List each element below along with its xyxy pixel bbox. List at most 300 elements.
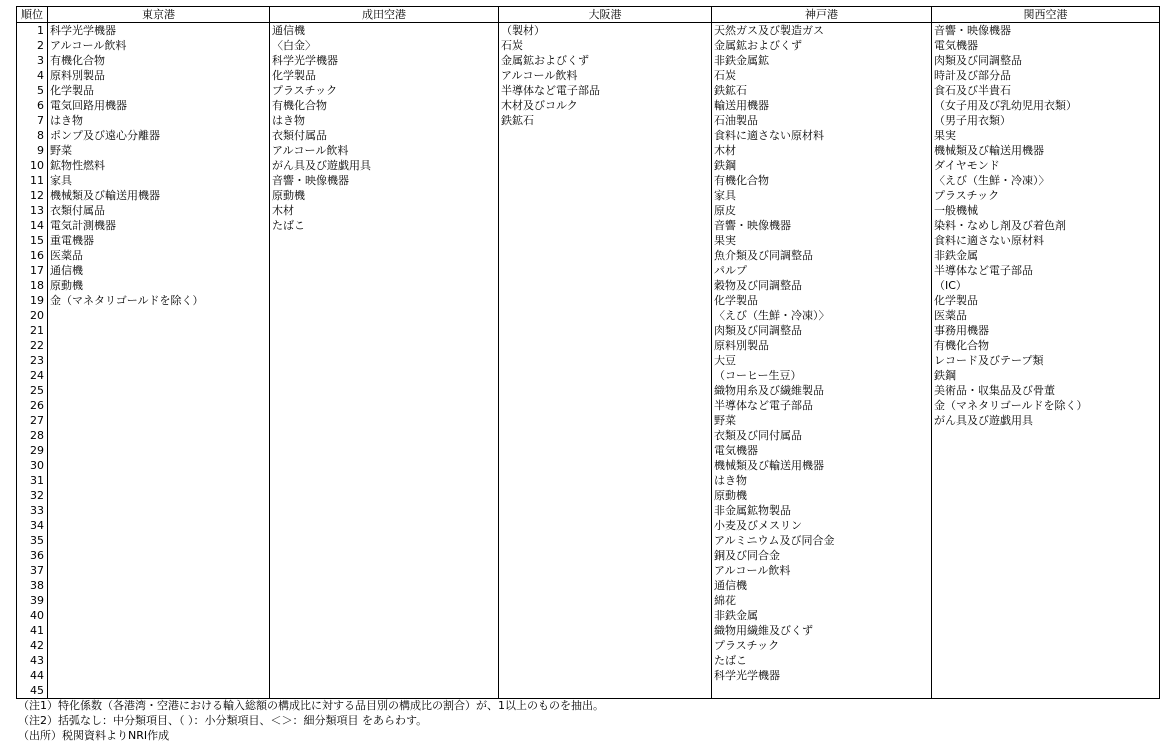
item-cell: 医薬品 xyxy=(48,248,270,263)
item-cell xyxy=(48,368,270,383)
rank-cell: 13 xyxy=(17,203,48,218)
item-cell xyxy=(499,143,712,158)
item-cell xyxy=(48,578,270,593)
table-row xyxy=(17,248,1160,263)
table-row xyxy=(17,308,1160,323)
item-cell xyxy=(499,233,712,248)
item-cell: 化学製品 xyxy=(270,68,499,83)
item-cell: （製材） xyxy=(499,23,712,39)
rank-cell: 34 xyxy=(17,518,48,533)
item-cell: 一般機械 xyxy=(932,203,1160,218)
item-cell xyxy=(499,563,712,578)
item-cell xyxy=(499,683,712,699)
item-cell xyxy=(932,533,1160,548)
item-cell xyxy=(499,593,712,608)
item-cell: 銅及び同合金 xyxy=(712,548,932,563)
item-cell: 綿花 xyxy=(712,593,932,608)
table-row xyxy=(17,398,1160,413)
rank-cell: 42 xyxy=(17,638,48,653)
item-cell: たばこ xyxy=(270,218,499,233)
item-cell xyxy=(499,503,712,518)
header-tokyo-port: 東京港 xyxy=(48,7,270,23)
item-cell xyxy=(499,128,712,143)
item-cell: プラスチック xyxy=(932,188,1160,203)
item-cell: 穀物及び同調整品 xyxy=(712,278,932,293)
table-row xyxy=(17,23,1160,39)
rank-cell: 3 xyxy=(17,53,48,68)
item-cell xyxy=(499,263,712,278)
header-kobe-port: 神戸港 xyxy=(712,7,932,23)
import-items-table xyxy=(16,6,1160,699)
item-cell: 鉄鋼 xyxy=(932,368,1160,383)
item-cell: 機械類及び輸送用機器 xyxy=(48,188,270,203)
item-cell xyxy=(270,233,499,248)
rank-cell: 4 xyxy=(17,68,48,83)
item-cell xyxy=(48,608,270,623)
rank-cell: 43 xyxy=(17,653,48,668)
item-cell xyxy=(270,563,499,578)
item-cell xyxy=(932,548,1160,563)
rank-cell: 32 xyxy=(17,488,48,503)
item-cell xyxy=(270,308,499,323)
rank-cell: 9 xyxy=(17,143,48,158)
header-rank: 順位 xyxy=(17,7,48,23)
item-cell: （女子用及び乳幼児用衣類） xyxy=(932,98,1160,113)
item-cell xyxy=(270,263,499,278)
item-cell: 〈えび（生鮮・冷凍）〉 xyxy=(712,308,932,323)
item-cell xyxy=(499,293,712,308)
rank-cell: 7 xyxy=(17,113,48,128)
rank-cell: 30 xyxy=(17,458,48,473)
item-cell xyxy=(499,488,712,503)
rank-cell: 31 xyxy=(17,473,48,488)
item-cell xyxy=(499,188,712,203)
item-cell: 化学製品 xyxy=(48,83,270,98)
item-cell: 織物用糸及び繊維製品 xyxy=(712,383,932,398)
item-cell: 鉄鉱石 xyxy=(499,113,712,128)
item-cell xyxy=(48,548,270,563)
item-cell xyxy=(270,608,499,623)
table-row xyxy=(17,653,1160,668)
table-row xyxy=(17,338,1160,353)
table-row xyxy=(17,488,1160,503)
table-row xyxy=(17,503,1160,518)
rank-cell: 21 xyxy=(17,323,48,338)
table-row xyxy=(17,638,1160,653)
rank-cell: 40 xyxy=(17,608,48,623)
table-row xyxy=(17,143,1160,158)
item-cell: 化学製品 xyxy=(932,293,1160,308)
item-cell xyxy=(48,308,270,323)
item-cell: 果実 xyxy=(712,233,932,248)
footnotes xyxy=(18,698,604,743)
rank-cell: 25 xyxy=(17,383,48,398)
table-row xyxy=(17,173,1160,188)
rank-cell: 27 xyxy=(17,413,48,428)
rank-cell: 2 xyxy=(17,38,48,53)
item-cell: 科学光学機器 xyxy=(712,668,932,683)
item-cell: プラスチック xyxy=(270,83,499,98)
table-row xyxy=(17,623,1160,638)
item-cell: 有機化合物 xyxy=(712,173,932,188)
item-cell xyxy=(48,353,270,368)
item-cell: 家具 xyxy=(712,188,932,203)
item-cell: 金属鉱およびくず xyxy=(712,38,932,53)
item-cell xyxy=(499,368,712,383)
rank-cell: 8 xyxy=(17,128,48,143)
item-cell: 音響・映像機器 xyxy=(712,218,932,233)
table-row xyxy=(17,203,1160,218)
item-cell: 科学光学機器 xyxy=(48,23,270,39)
item-cell xyxy=(499,383,712,398)
rank-cell: 39 xyxy=(17,593,48,608)
note-source: （出所）税関資料よりNRI作成 xyxy=(18,729,170,742)
header-kansai-airport: 関西空港 xyxy=(932,7,1160,23)
rank-cell: 20 xyxy=(17,308,48,323)
rank-cell: 11 xyxy=(17,173,48,188)
item-cell xyxy=(932,578,1160,593)
item-cell: 電気計測機器 xyxy=(48,218,270,233)
table-row xyxy=(17,128,1160,143)
item-cell: 織物用繊維及びくず xyxy=(712,623,932,638)
item-cell: たばこ xyxy=(712,653,932,668)
item-cell xyxy=(48,338,270,353)
item-cell: がん具及び遊戯用具 xyxy=(932,413,1160,428)
item-cell xyxy=(48,488,270,503)
item-cell: 食料に適さない原材料 xyxy=(712,128,932,143)
table-row xyxy=(17,263,1160,278)
rank-cell: 12 xyxy=(17,188,48,203)
item-cell: 衣類及び同付属品 xyxy=(712,428,932,443)
item-cell: 染料・なめし剤及び着色剤 xyxy=(932,218,1160,233)
rank-cell: 16 xyxy=(17,248,48,263)
item-cell xyxy=(48,653,270,668)
table-row xyxy=(17,188,1160,203)
table-row xyxy=(17,593,1160,608)
item-cell: 通信機 xyxy=(48,263,270,278)
item-cell: 肉類及び同調整品 xyxy=(932,53,1160,68)
item-cell: 事務用機器 xyxy=(932,323,1160,338)
item-cell xyxy=(499,413,712,428)
item-cell xyxy=(499,623,712,638)
item-cell xyxy=(932,593,1160,608)
item-cell xyxy=(932,653,1160,668)
table-row xyxy=(17,83,1160,98)
table-row xyxy=(17,293,1160,308)
item-cell xyxy=(499,443,712,458)
item-cell xyxy=(270,368,499,383)
table-row xyxy=(17,578,1160,593)
item-cell: 金属鉱およびくず xyxy=(499,53,712,68)
item-cell xyxy=(499,653,712,668)
table-row xyxy=(17,218,1160,233)
item-cell: 電気機器 xyxy=(932,38,1160,53)
item-cell xyxy=(270,398,499,413)
item-cell: 木材 xyxy=(270,203,499,218)
item-cell xyxy=(48,323,270,338)
rank-cell: 35 xyxy=(17,533,48,548)
item-cell xyxy=(932,638,1160,653)
table-row xyxy=(17,53,1160,68)
item-cell xyxy=(48,503,270,518)
item-cell xyxy=(48,428,270,443)
item-cell xyxy=(270,578,499,593)
rank-cell: 17 xyxy=(17,263,48,278)
rank-cell: 37 xyxy=(17,563,48,578)
table-row xyxy=(17,683,1160,699)
item-cell xyxy=(270,293,499,308)
item-cell xyxy=(270,653,499,668)
rank-cell: 10 xyxy=(17,158,48,173)
table-header-row xyxy=(17,7,1160,23)
item-cell xyxy=(932,503,1160,518)
item-cell xyxy=(270,638,499,653)
item-cell: 肉類及び同調整品 xyxy=(712,323,932,338)
table-row xyxy=(17,98,1160,113)
item-cell xyxy=(270,533,499,548)
item-cell: 原皮 xyxy=(712,203,932,218)
table-row xyxy=(17,38,1160,53)
item-cell: 大豆 xyxy=(712,353,932,368)
item-cell xyxy=(48,413,270,428)
rank-cell: 19 xyxy=(17,293,48,308)
table-row xyxy=(17,233,1160,248)
rank-cell: 6 xyxy=(17,98,48,113)
item-cell: 天然ガス及び製造ガス xyxy=(712,23,932,39)
item-cell: はき物 xyxy=(270,113,499,128)
item-cell xyxy=(499,668,712,683)
note-2: （注2）括弧なし：中分類項目、（ ）：小分類項目、＜＞：細分類項目 をあらわす。 xyxy=(18,714,428,727)
item-cell: 重電機器 xyxy=(48,233,270,248)
item-cell xyxy=(48,443,270,458)
item-cell: 非金属鉱物製品 xyxy=(712,503,932,518)
item-cell xyxy=(48,668,270,683)
item-cell: はき物 xyxy=(712,473,932,488)
item-cell xyxy=(48,563,270,578)
item-cell xyxy=(499,533,712,548)
item-cell: 石油製品 xyxy=(712,113,932,128)
item-cell xyxy=(270,323,499,338)
rank-cell: 36 xyxy=(17,548,48,563)
rank-cell: 14 xyxy=(17,218,48,233)
rank-cell: 45 xyxy=(17,683,48,699)
item-cell: 金（マネタリゴールドを除く） xyxy=(932,398,1160,413)
item-cell xyxy=(48,593,270,608)
item-cell: 金（マネタリゴールドを除く） xyxy=(48,293,270,308)
item-cell: 原動機 xyxy=(48,278,270,293)
table-row xyxy=(17,68,1160,83)
item-cell: 電気機器 xyxy=(712,443,932,458)
item-cell: ポンプ及び遠心分離器 xyxy=(48,128,270,143)
item-cell: 美術品・収集品及び骨董 xyxy=(932,383,1160,398)
item-cell: パルプ xyxy=(712,263,932,278)
item-cell xyxy=(48,398,270,413)
rank-cell: 1 xyxy=(17,23,48,39)
item-cell xyxy=(48,518,270,533)
item-cell: 野菜 xyxy=(712,413,932,428)
item-cell: 家具 xyxy=(48,173,270,188)
item-cell xyxy=(499,278,712,293)
item-cell: 非鉄金属 xyxy=(712,608,932,623)
item-cell xyxy=(932,683,1160,699)
header-narita-airport: 成田空港 xyxy=(270,7,499,23)
item-cell: 時計及び部分品 xyxy=(932,68,1160,83)
item-cell: 衣類付属品 xyxy=(270,128,499,143)
item-cell: （コーヒー生豆） xyxy=(712,368,932,383)
item-cell xyxy=(499,323,712,338)
item-cell: 化学製品 xyxy=(712,293,932,308)
item-cell xyxy=(270,248,499,263)
item-cell: レコード及びテープ類 xyxy=(932,353,1160,368)
item-cell xyxy=(499,173,712,188)
item-cell xyxy=(48,458,270,473)
item-cell xyxy=(270,623,499,638)
item-cell xyxy=(932,458,1160,473)
item-cell xyxy=(499,308,712,323)
item-cell: 魚介類及び同調整品 xyxy=(712,248,932,263)
item-cell: アルコール飲料 xyxy=(712,563,932,578)
item-cell: 原動機 xyxy=(712,488,932,503)
item-cell: 電気回路用機器 xyxy=(48,98,270,113)
item-cell xyxy=(48,683,270,699)
item-cell: 医薬品 xyxy=(932,308,1160,323)
rank-cell: 26 xyxy=(17,398,48,413)
item-cell xyxy=(499,158,712,173)
item-cell xyxy=(48,383,270,398)
item-cell: アルコール飲料 xyxy=(48,38,270,53)
item-cell: 〈白金〉 xyxy=(270,38,499,53)
rank-cell: 5 xyxy=(17,83,48,98)
table-row xyxy=(17,368,1160,383)
item-cell xyxy=(499,248,712,263)
table-row xyxy=(17,158,1160,173)
item-cell xyxy=(270,458,499,473)
table-row xyxy=(17,323,1160,338)
item-cell: 原料別製品 xyxy=(48,68,270,83)
item-cell xyxy=(499,548,712,563)
rank-cell: 29 xyxy=(17,443,48,458)
item-cell: 半導体など電子部品 xyxy=(712,398,932,413)
item-cell: 有機化合物 xyxy=(48,53,270,68)
rank-cell: 15 xyxy=(17,233,48,248)
item-cell: アルコール飲料 xyxy=(270,143,499,158)
item-cell xyxy=(270,353,499,368)
rank-cell: 44 xyxy=(17,668,48,683)
item-cell xyxy=(270,338,499,353)
item-cell xyxy=(499,518,712,533)
item-cell: 鉄鉱石 xyxy=(712,83,932,98)
item-cell xyxy=(270,593,499,608)
item-cell xyxy=(499,353,712,368)
table-row xyxy=(17,413,1160,428)
item-cell xyxy=(932,488,1160,503)
item-cell: がん具及び遊戯用具 xyxy=(270,158,499,173)
item-cell xyxy=(932,518,1160,533)
item-cell: 鉱物性燃料 xyxy=(48,158,270,173)
item-cell xyxy=(270,428,499,443)
item-cell xyxy=(499,473,712,488)
item-cell xyxy=(499,398,712,413)
item-cell xyxy=(270,668,499,683)
table-row xyxy=(17,353,1160,368)
item-cell: 機械類及び輸送用機器 xyxy=(932,143,1160,158)
item-cell xyxy=(932,668,1160,683)
rank-cell: 33 xyxy=(17,503,48,518)
item-cell: 木材 xyxy=(712,143,932,158)
note-1: （注1）特化係数（各港湾・空港における輸入総額の構成比に対する品目別の構成比の割合）が、1以上のものを抽出。 xyxy=(18,699,604,712)
item-cell xyxy=(270,548,499,563)
item-cell xyxy=(270,383,499,398)
item-cell: 機械類及び輸送用機器 xyxy=(712,458,932,473)
item-cell xyxy=(499,578,712,593)
item-cell: 半導体など電子部品 xyxy=(932,263,1160,278)
table-row xyxy=(17,473,1160,488)
table-row xyxy=(17,608,1160,623)
item-cell xyxy=(270,443,499,458)
item-cell xyxy=(499,428,712,443)
item-cell: プラスチック xyxy=(712,638,932,653)
table-row xyxy=(17,563,1160,578)
item-cell: 科学光学機器 xyxy=(270,53,499,68)
rank-cell: 23 xyxy=(17,353,48,368)
item-cell: アルコール飲料 xyxy=(499,68,712,83)
item-cell: アルミニウム及び同合金 xyxy=(712,533,932,548)
item-cell xyxy=(499,638,712,653)
rank-cell: 18 xyxy=(17,278,48,293)
item-cell xyxy=(499,338,712,353)
item-cell: 有機化合物 xyxy=(270,98,499,113)
item-cell xyxy=(499,203,712,218)
rank-cell: 24 xyxy=(17,368,48,383)
item-cell: 食料に適さない原材料 xyxy=(932,233,1160,248)
table-row xyxy=(17,383,1160,398)
item-cell: はき物 xyxy=(48,113,270,128)
table-row xyxy=(17,518,1160,533)
item-cell: 果実 xyxy=(932,128,1160,143)
item-cell: 石炭 xyxy=(499,38,712,53)
rank-cell: 41 xyxy=(17,623,48,638)
rank-cell: 28 xyxy=(17,428,48,443)
item-cell xyxy=(48,473,270,488)
item-cell: 非鉄金属 xyxy=(932,248,1160,263)
table-row xyxy=(17,278,1160,293)
item-cell: 非鉄金属鉱 xyxy=(712,53,932,68)
item-cell xyxy=(270,488,499,503)
item-cell xyxy=(270,503,499,518)
item-cell: 音響・映像機器 xyxy=(270,173,499,188)
item-cell xyxy=(932,623,1160,638)
item-cell: 半導体など電子部品 xyxy=(499,83,712,98)
item-cell xyxy=(48,533,270,548)
table-row xyxy=(17,668,1160,683)
item-cell: 音響・映像機器 xyxy=(932,23,1160,39)
item-cell: 通信機 xyxy=(270,23,499,39)
item-cell: 原料別製品 xyxy=(712,338,932,353)
item-cell xyxy=(48,638,270,653)
table-row xyxy=(17,113,1160,128)
item-cell xyxy=(932,443,1160,458)
item-cell: ダイヤモンド xyxy=(932,158,1160,173)
header-osaka-port: 大阪港 xyxy=(499,7,712,23)
item-cell xyxy=(932,473,1160,488)
item-cell: （IC） xyxy=(932,278,1160,293)
item-cell xyxy=(932,608,1160,623)
table-row xyxy=(17,428,1160,443)
table-row xyxy=(17,548,1160,563)
item-cell: 輸送用機器 xyxy=(712,98,932,113)
item-cell: 有機化合物 xyxy=(932,338,1160,353)
item-cell: 野菜 xyxy=(48,143,270,158)
